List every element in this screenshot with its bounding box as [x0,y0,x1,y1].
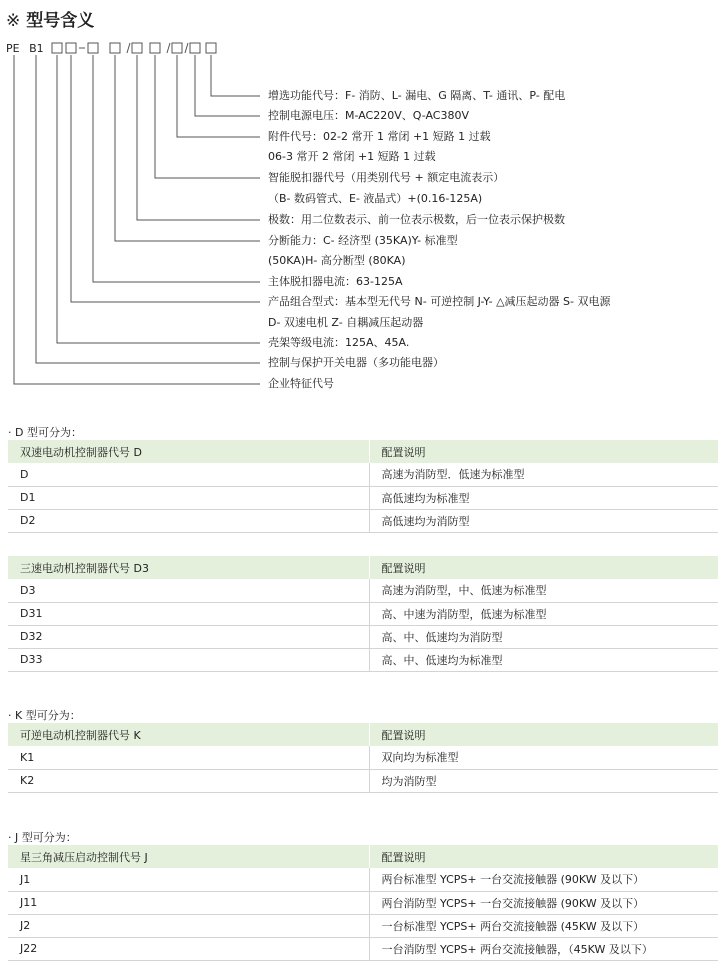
desc-accessory-02: 附件代号：02-2 常开 1 常闭 +1 短路 1 过载 [268,130,491,143]
table-d [8,440,718,533]
table-header-row [8,723,718,746]
code-box-4 [110,43,120,53]
header-config: 配置说明 [369,440,718,463]
desc-control-voltage: 控制电源电压：M-AC220V、Q-AC380V [268,109,469,122]
desc-smart-trip: 智能脱扣器代号（用类别代号 + 额定电流表示） [268,171,505,184]
section-label-k: · K 型可分为： [8,709,81,722]
table-d3 [8,556,718,672]
cell-code: K2 [8,769,369,792]
cell-config: 高速为消防型．低速为标准型 [369,463,718,486]
table-row [8,509,718,532]
desc-breaking-capacity-high: (50KA)H- 高分断型 (80KA) [268,254,406,267]
cell-config: 一台消防型 YCPS+ 两台交流接触器，（45KW 及以下） [369,937,718,960]
page-title-text: 型号含义 [26,11,95,31]
code-prefix-b1: B1 [29,42,44,55]
table-j [8,845,718,961]
code-box-2 [66,43,76,53]
header-config: 配置说明 [369,723,718,746]
cell-config: 高、中、低速均为消防型 [369,625,718,648]
code-box-8 [190,43,200,53]
cell-code: J22 [8,937,369,960]
table-row [8,648,718,671]
cell-code: J1 [8,868,369,891]
table-row [8,625,718,648]
code-box-3 [88,43,98,53]
cell-config: 双向均为标准型 [369,746,718,769]
desc-smart-trip-type: （B- 数码管式、E- 液晶式）+(0.16-125A) [268,192,483,205]
cell-config: 两台消防型 YCPS+ 一台交流接触器 (90KW 及以下） [369,891,718,914]
cell-code: D33 [8,648,369,671]
desc-breaking-capacity: 分断能力：C- 经济型 (35KA)Y- 标准型 [268,234,458,247]
cell-code: D3 [8,579,369,602]
cell-config: 两台标准型 YCPS+ 一台交流接触器 (90KW 及以下） [369,868,718,891]
table-row [8,937,718,960]
reference-mark-icon: ※ [6,11,21,31]
cell-code: D1 [8,486,369,509]
code-box-6 [150,43,160,53]
table-header-row [8,845,718,868]
header-code: 可逆电动机控制器代号 K [8,723,369,746]
cell-config: 高、中速为消防型，低速为标准型 [369,602,718,625]
table-row [8,769,718,792]
code-box-9 [206,43,216,53]
cell-code: D2 [8,509,369,532]
table-row [8,891,718,914]
cell-code: J11 [8,891,369,914]
desc-combination-type: 产品组合型式：基本型无代号 N- 可逆控制 J-Y- △减压起动器 S- 双电源 [268,295,611,308]
table-header-row [8,440,718,463]
table-row [8,463,718,486]
cell-config: 高速为消防型，中、低速为标准型 [369,579,718,602]
cell-config: 一台标准型 YCPS+ 两台交流接触器 (45KW 及以下） [369,914,718,937]
table-row [8,746,718,769]
desc-frame-current: 壳架等级电流：125A、45A. [268,336,410,349]
desc-main-trip-current: 主体脱扣器电流：63-125A [268,275,403,288]
desc-extra-function: 增选功能代号：F- 消防、L- 漏电、G 隔离、T- 通讯、P- 配电 [268,89,566,102]
section-label-d: · D 型可分为： [8,426,82,439]
cell-config: 高低速均为标准型 [369,486,718,509]
cell-code: D [8,463,369,486]
cell-code: D31 [8,602,369,625]
code-prefix-pe: PE [6,42,20,55]
cell-config: 高、中、低速均为标准型 [369,648,718,671]
cell-config: 高低速均为消防型 [369,509,718,532]
table-row [8,486,718,509]
table-row [8,602,718,625]
section-label-j: · J 型可分为： [8,831,77,844]
code-box-7 [172,43,182,53]
header-code: 星三角减压启动控制代号 J [8,845,369,868]
desc-enterprise-code: 企业特征代号 [268,377,334,390]
table-row [8,868,718,891]
code-box-5 [132,43,142,53]
table-row [8,914,718,937]
code-box-1 [52,43,62,53]
desc-accessory-06: 06-3 常开 2 常闭 +1 短路 1 过载 [268,150,436,163]
cell-config: 均为消防型 [369,769,718,792]
table-row [8,579,718,602]
desc-device-type: 控制与保护开关电器（多功能电器） [268,356,444,369]
header-code: 三速电动机控制器代号 D3 [8,556,369,579]
cell-code: D32 [8,625,369,648]
header-code: 双速电动机控制器代号 D [8,440,369,463]
header-config: 配置说明 [369,845,718,868]
desc-combination-type-cont: D- 双速电机 Z- 自耦减压起动器 [268,316,424,329]
header-config: 配置说明 [369,556,718,579]
cell-code: J2 [8,914,369,937]
table-k [8,723,718,793]
cell-code: K1 [8,746,369,769]
desc-poles: 极数：用二位数表示、前一位表示极数，后一位表示保护极数 [268,213,565,226]
table-header-row [8,556,718,579]
